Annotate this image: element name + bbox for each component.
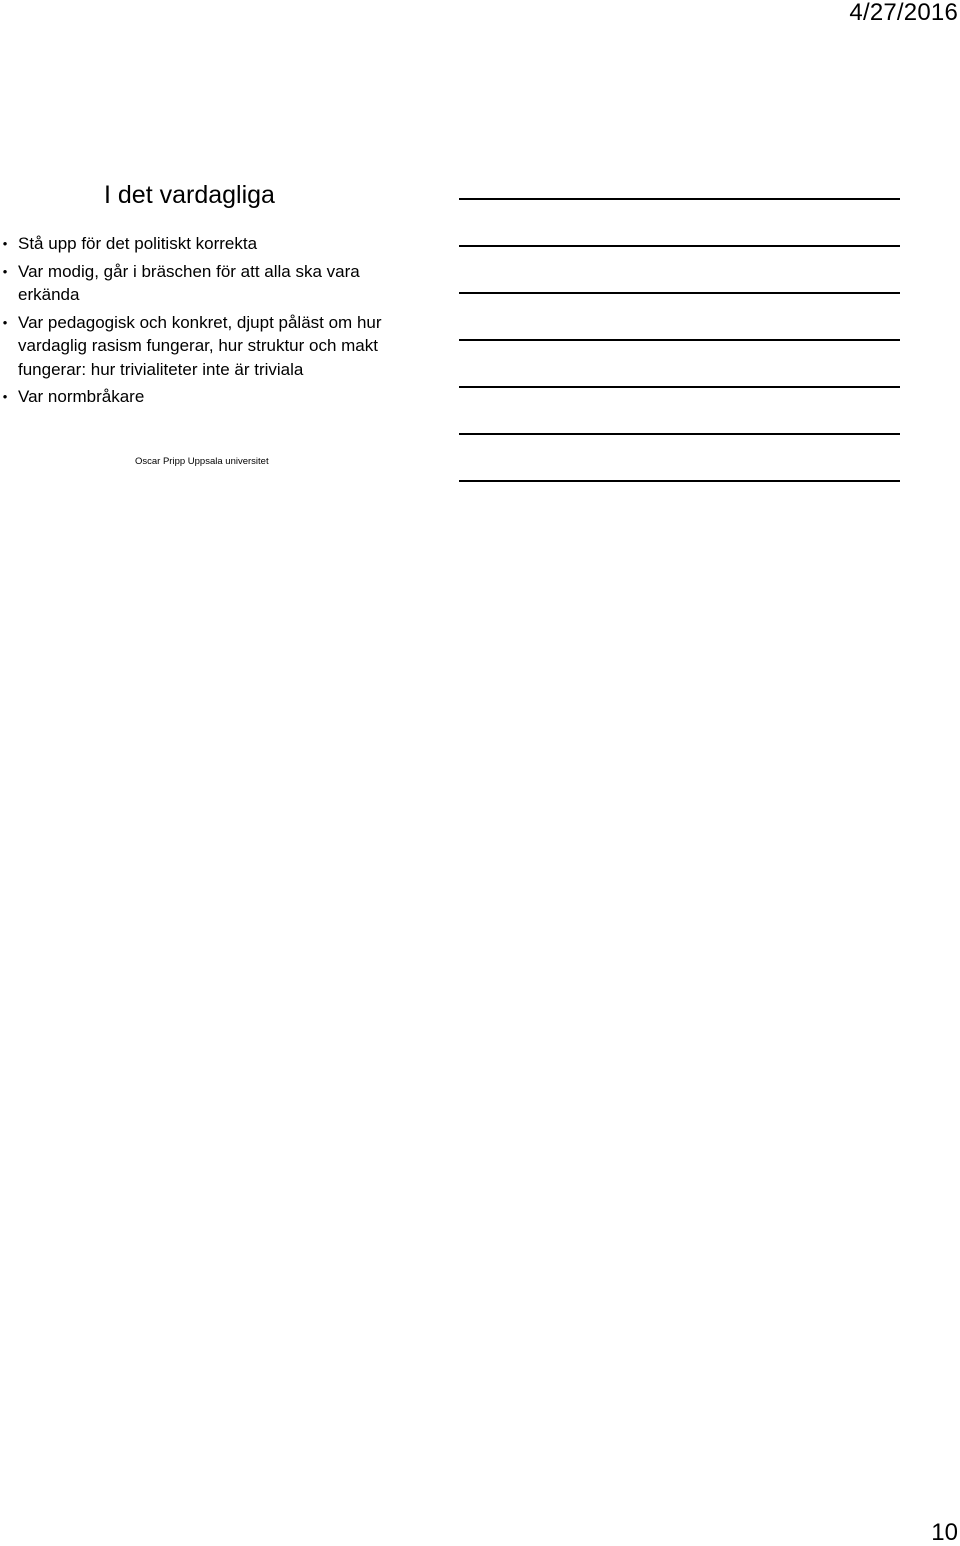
note-line: [459, 433, 900, 435]
slide-thumbnail: [0, 170, 430, 480]
bullet-item: [0, 260, 400, 307]
bullet-text: Var normbråkare: [18, 387, 145, 406]
bullet-dot-icon: •: [2, 236, 8, 251]
page-number: 10: [931, 1519, 958, 1546]
bullet-dot-icon: •: [2, 389, 8, 404]
slide-footer: Oscar Pripp Uppsala universitet: [135, 456, 269, 467]
date-header: 4/27/2016: [849, 0, 958, 26]
bullet-text: Stå upp för det politiskt korrekta: [18, 234, 258, 253]
bullet-item: [0, 232, 400, 256]
note-line: [459, 198, 900, 200]
bullet-item: [0, 311, 400, 382]
bullet-text: Var modig, går i bräschen för att alla ska vara erkända: [18, 261, 360, 304]
note-line: [459, 292, 900, 294]
note-line: [459, 339, 900, 341]
note-line: [459, 386, 900, 388]
slide-title: I det vardagliga: [104, 181, 275, 209]
bullet-dot-icon: •: [2, 314, 8, 330]
bullet-list: [0, 232, 400, 413]
note-line: [459, 245, 900, 247]
bullet-item: [0, 385, 400, 409]
bullet-dot-icon: •: [2, 263, 8, 279]
bullet-text: Var pedagogisk och konkret, djupt påläst om hur vardaglig rasism fungerar, hur struktur och makt fungerar: hur trivialiteter inte är triviala: [18, 312, 382, 379]
notes-lines: [459, 198, 900, 488]
note-line: [459, 480, 900, 482]
